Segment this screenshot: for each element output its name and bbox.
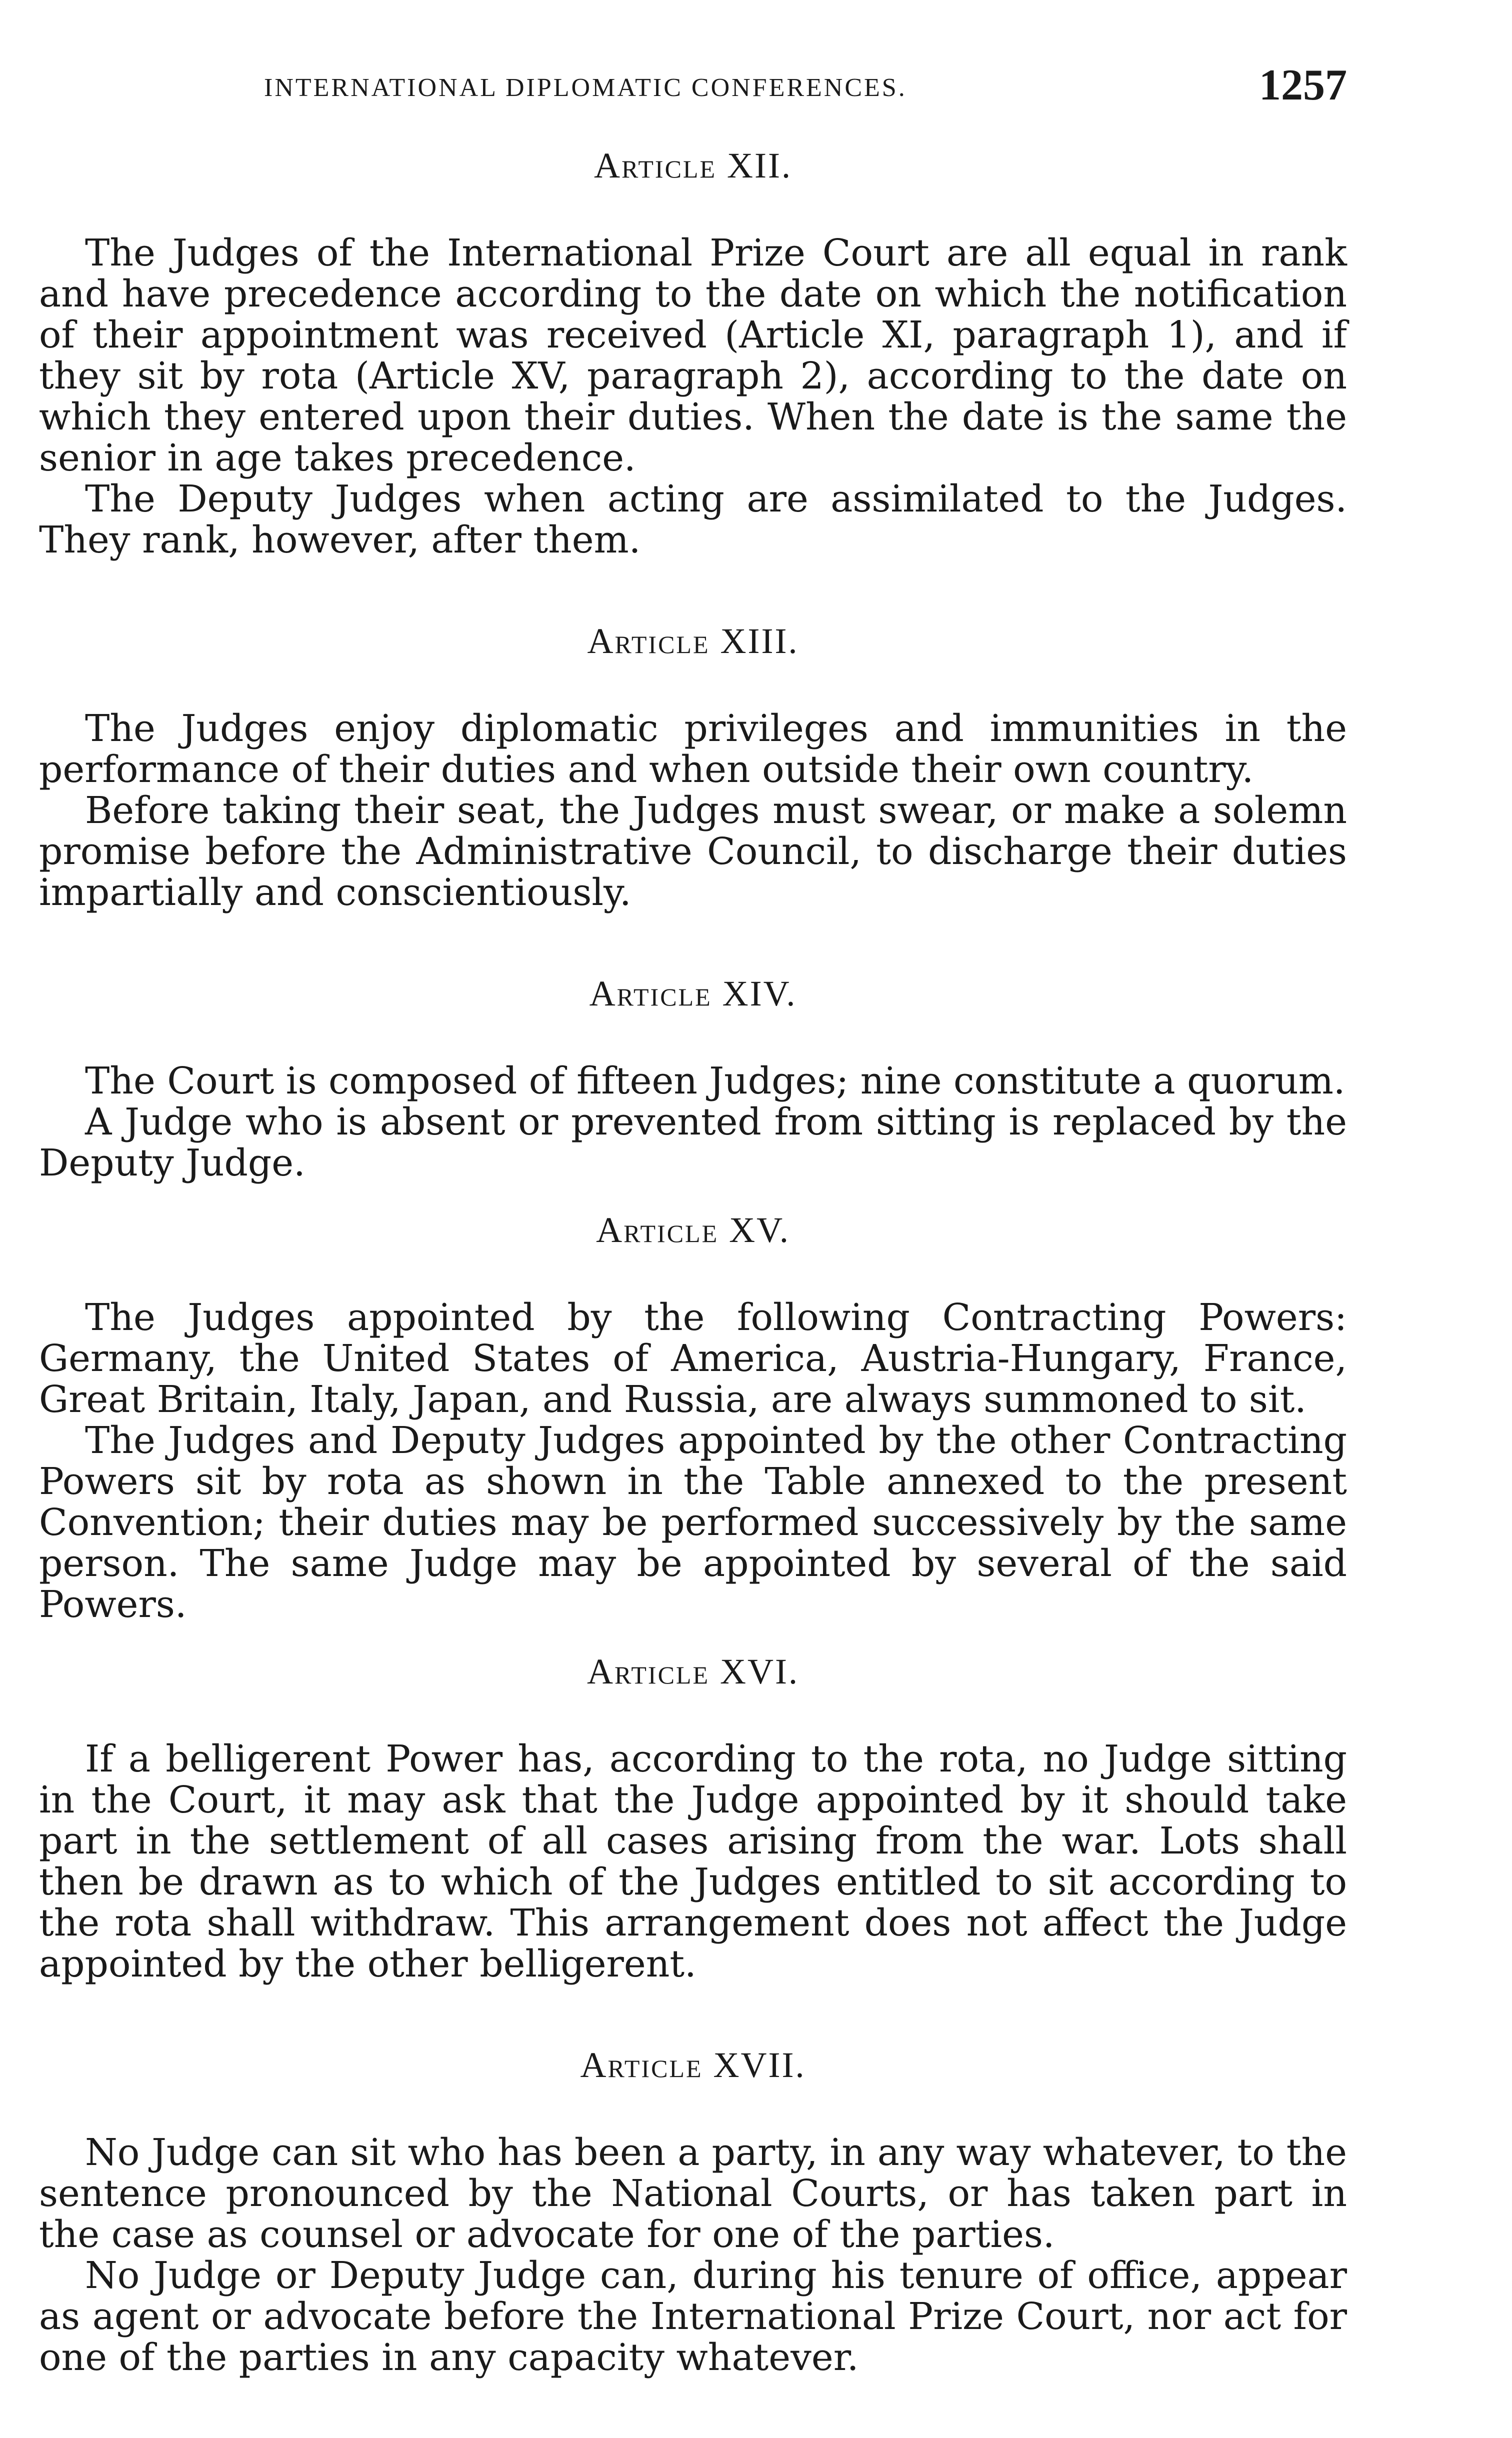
article-xiii-section — [39, 620, 1347, 913]
article-xvii-paragraph-2: No Judge or Deputy Judge can, during his tenure of office, appear as agent or advocate before the International Prize Court, nor act for one of the parties in any capacity whatever. — [39, 2254, 1347, 2379]
article-xv-paragraph-1: The Judges appointed by the following Contracting Powers: Germany, the United States of America, Austria-Hungary, France, Great Britain, Italy, Japan, and Russia, are always summoned to sit. — [39, 1296, 1347, 1421]
document-body — [39, 145, 1347, 2438]
article-xiv-heading: Article XIV. — [589, 974, 797, 1014]
page-number: 1257 — [1259, 61, 1347, 110]
article-xvii-paragraph-1: No Judge can sit who has been a party, in any way whatever, to the sentence pronounced by the National Courts, or has taken part in the case as counsel or advocate for one of the parties. — [39, 2131, 1347, 2256]
article-xvii-section — [39, 2044, 1347, 2378]
article-xii-paragraph-1: The Judges of the International Prize Court are all equal in rank and have precedence according to the date on which the notification of their appointment was received (Article XI, paragraph 1), and if they sit by rota (Article XV, paragraph 2), according to the date on which they entered upon their duties. When the date is the same the senior in age takes precedence. — [39, 232, 1347, 480]
article-xiv-section — [39, 973, 1347, 1184]
running-title: INTERNATIONAL DIPLOMATIC CONFERENCES. — [264, 74, 907, 102]
article-xv-paragraph-2: The Judges and Deputy Judges appointed by the other Contracting Powers sit by rota as shown in the Table annexed to the present Convention; their duties may be performed successively by the same person. The same Judge may be appointed by several of the said Powers. — [39, 1419, 1347, 1626]
article-xiii-heading: Article XIII. — [587, 621, 799, 661]
article-xvii-heading: Article XVII. — [580, 2045, 806, 2085]
article-xiv-paragraph-2: A Judge who is absent or prevented from sitting is replaced by the Deputy Judge. — [39, 1100, 1347, 1184]
article-xvi-paragraph-1: If a belligerent Power has, according to the rota, no Judge sitting in the Court, it may ask that the Judge appointed by it should take part in the settlement of all cases arising from the war. Lots shall then be drawn as to which of the Judges entitled to sit according to the rota shall withdraw. This arrangement does not affect the Judge appointed by the other belligerent. — [39, 1738, 1347, 1986]
article-xv-section — [39, 1210, 1347, 1625]
article-xii-paragraph-2: The Deputy Judges when acting are assimilated to the Judges. They rank, however, after them. — [39, 478, 1347, 562]
article-xvi-section — [39, 1651, 1347, 1984]
article-xii-section — [39, 145, 1347, 560]
article-xiii-paragraph-2: Before taking their seat, the Judges must swear, or make a solemn promise before the Administrative Council, to discharge their duties impartially and conscientiously. — [39, 789, 1347, 914]
article-xiv-paragraph-1: The Court is composed of fifteen Judges; nine constitute a quorum. — [85, 1060, 1346, 1102]
document-page — [39, 0, 1347, 2402]
article-xii-heading: Article XII. — [594, 146, 792, 186]
article-xiii-paragraph-1: The Judges enjoy diplomatic privileges and immunities in the performance of their duties and when outside their own country. — [39, 707, 1347, 791]
running-head — [39, 60, 1347, 120]
article-xvi-heading: Article XVI. — [587, 1652, 799, 1692]
article-xv-heading: Article XV. — [596, 1210, 790, 1250]
